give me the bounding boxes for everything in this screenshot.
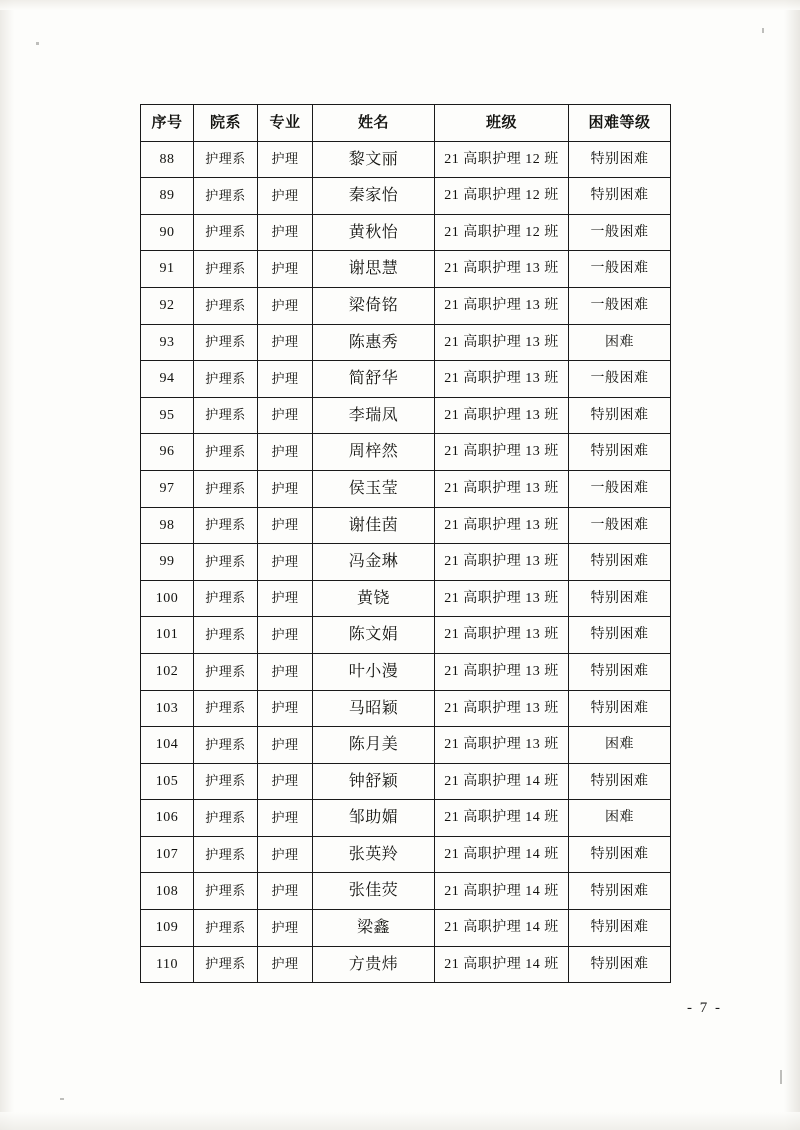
cell-difficulty-level: 一般困难	[569, 470, 671, 507]
cell-index: 110	[141, 946, 194, 983]
cell-major: 护理	[258, 544, 313, 581]
cell-major: 护理	[258, 690, 313, 727]
cell-department: 护理系	[194, 800, 258, 837]
cell-name: 谢佳茵	[313, 507, 435, 544]
cell-difficulty-level: 困难	[569, 727, 671, 764]
cell-name: 冯金琳	[313, 544, 435, 581]
cell-department: 护理系	[194, 544, 258, 581]
scan-edge-top	[0, 0, 800, 10]
cell-major: 护理	[258, 324, 313, 361]
cell-major: 护理	[258, 470, 313, 507]
cell-name: 黎文丽	[313, 141, 435, 178]
cell-name: 叶小漫	[313, 653, 435, 690]
cell-difficulty-level: 特别困难	[569, 836, 671, 873]
cell-index: 105	[141, 763, 194, 800]
cell-name: 黄铙	[313, 580, 435, 617]
table-row	[141, 836, 671, 873]
cell-department: 护理系	[194, 617, 258, 654]
cell-name: 钟舒颖	[313, 763, 435, 800]
cell-department: 护理系	[194, 580, 258, 617]
cell-department: 护理系	[194, 910, 258, 947]
cell-department: 护理系	[194, 946, 258, 983]
cell-difficulty-level: 一般困难	[569, 287, 671, 324]
cell-name: 谢思慧	[313, 251, 435, 288]
table-row	[141, 763, 671, 800]
cell-name: 陈文娟	[313, 617, 435, 654]
cell-department: 护理系	[194, 653, 258, 690]
cell-index: 99	[141, 544, 194, 581]
cell-class: 21 高职护理 14 班	[435, 946, 569, 983]
cell-class: 21 高职护理 12 班	[435, 141, 569, 178]
table-row	[141, 873, 671, 910]
column-header-major: 专业	[258, 105, 313, 142]
scan-speck	[36, 42, 39, 45]
cell-major: 护理	[258, 251, 313, 288]
cell-major: 护理	[258, 763, 313, 800]
scan-edge-bottom	[0, 1112, 800, 1130]
cell-major: 护理	[258, 287, 313, 324]
cell-index: 96	[141, 434, 194, 471]
cell-major: 护理	[258, 141, 313, 178]
cell-index: 108	[141, 873, 194, 910]
table-row	[141, 727, 671, 764]
cell-index: 107	[141, 836, 194, 873]
cell-class: 21 高职护理 13 班	[435, 287, 569, 324]
cell-index: 103	[141, 690, 194, 727]
cell-name: 邹助媚	[313, 800, 435, 837]
cell-major: 护理	[258, 434, 313, 471]
scan-edge-left	[0, 0, 14, 1130]
cell-department: 护理系	[194, 690, 258, 727]
cell-difficulty-level: 困难	[569, 800, 671, 837]
page-number: - 7 -	[687, 1000, 722, 1016]
cell-difficulty-level: 困难	[569, 324, 671, 361]
cell-index: 106	[141, 800, 194, 837]
cell-difficulty-level: 一般困难	[569, 507, 671, 544]
table-row	[141, 690, 671, 727]
cell-department: 护理系	[194, 141, 258, 178]
cell-class: 21 高职护理 13 班	[435, 361, 569, 398]
cell-name: 张佳荧	[313, 873, 435, 910]
cell-major: 护理	[258, 397, 313, 434]
table-row	[141, 434, 671, 471]
table-row	[141, 470, 671, 507]
cell-department: 护理系	[194, 727, 258, 764]
column-header-index: 序号	[141, 105, 194, 142]
cell-index: 94	[141, 361, 194, 398]
cell-index: 89	[141, 178, 194, 215]
cell-class: 21 高职护理 13 班	[435, 507, 569, 544]
table-row	[141, 397, 671, 434]
cell-class: 21 高职护理 14 班	[435, 800, 569, 837]
cell-index: 91	[141, 251, 194, 288]
cell-name: 陈惠秀	[313, 324, 435, 361]
table-row	[141, 324, 671, 361]
student-roster-table-container	[140, 104, 670, 983]
cell-department: 护理系	[194, 470, 258, 507]
cell-difficulty-level: 特别困难	[569, 434, 671, 471]
table-row	[141, 251, 671, 288]
cell-class: 21 高职护理 14 班	[435, 910, 569, 947]
cell-class: 21 高职护理 13 班	[435, 470, 569, 507]
cell-major: 护理	[258, 800, 313, 837]
column-header-name: 姓名	[313, 105, 435, 142]
cell-class: 21 高职护理 12 班	[435, 214, 569, 251]
table-row	[141, 361, 671, 398]
cell-department: 护理系	[194, 287, 258, 324]
cell-name: 秦家怡	[313, 178, 435, 215]
cell-department: 护理系	[194, 507, 258, 544]
cell-major: 护理	[258, 361, 313, 398]
cell-difficulty-level: 特别困难	[569, 544, 671, 581]
cell-name: 周梓然	[313, 434, 435, 471]
cell-major: 护理	[258, 214, 313, 251]
cell-index: 100	[141, 580, 194, 617]
table-row	[141, 544, 671, 581]
cell-name: 梁倚铭	[313, 287, 435, 324]
cell-department: 护理系	[194, 434, 258, 471]
scan-edge-right	[784, 0, 800, 1130]
cell-department: 护理系	[194, 397, 258, 434]
cell-class: 21 高职护理 13 班	[435, 617, 569, 654]
column-header-department: 院系	[194, 105, 258, 142]
table-row	[141, 653, 671, 690]
cell-department: 护理系	[194, 214, 258, 251]
cell-class: 21 高职护理 13 班	[435, 324, 569, 361]
table-row	[141, 946, 671, 983]
cell-index: 90	[141, 214, 194, 251]
cell-difficulty-level: 一般困难	[569, 361, 671, 398]
cell-major: 护理	[258, 178, 313, 215]
cell-difficulty-level: 特别困难	[569, 141, 671, 178]
scan-speck	[762, 28, 764, 33]
table-row	[141, 287, 671, 324]
cell-index: 97	[141, 470, 194, 507]
cell-name: 张英羚	[313, 836, 435, 873]
cell-major: 护理	[258, 910, 313, 947]
cell-major: 护理	[258, 653, 313, 690]
scan-speck	[780, 1070, 782, 1084]
cell-department: 护理系	[194, 178, 258, 215]
table-row	[141, 214, 671, 251]
cell-class: 21 高职护理 13 班	[435, 397, 569, 434]
table-header-row	[141, 105, 671, 142]
cell-department: 护理系	[194, 763, 258, 800]
cell-department: 护理系	[194, 361, 258, 398]
cell-class: 21 高职护理 13 班	[435, 544, 569, 581]
cell-class: 21 高职护理 13 班	[435, 580, 569, 617]
cell-name: 李瑞凤	[313, 397, 435, 434]
cell-major: 护理	[258, 617, 313, 654]
scan-speck	[60, 1098, 64, 1100]
cell-name: 陈月美	[313, 727, 435, 764]
cell-major: 护理	[258, 507, 313, 544]
cell-index: 95	[141, 397, 194, 434]
cell-department: 护理系	[194, 251, 258, 288]
cell-difficulty-level: 特别困难	[569, 910, 671, 947]
cell-major: 护理	[258, 873, 313, 910]
table-row	[141, 141, 671, 178]
cell-difficulty-level: 特别困难	[569, 653, 671, 690]
cell-class: 21 高职护理 13 班	[435, 653, 569, 690]
cell-difficulty-level: 特别困难	[569, 178, 671, 215]
table-row	[141, 507, 671, 544]
table-row	[141, 580, 671, 617]
table-row	[141, 800, 671, 837]
cell-name: 梁鑫	[313, 910, 435, 947]
cell-name: 简舒华	[313, 361, 435, 398]
cell-department: 护理系	[194, 836, 258, 873]
cell-name: 马昭颖	[313, 690, 435, 727]
cell-index: 88	[141, 141, 194, 178]
cell-difficulty-level: 特别困难	[569, 946, 671, 983]
cell-major: 护理	[258, 946, 313, 983]
cell-class: 21 高职护理 12 班	[435, 178, 569, 215]
cell-difficulty-level: 特别困难	[569, 763, 671, 800]
cell-difficulty-level: 特别困难	[569, 397, 671, 434]
cell-department: 护理系	[194, 324, 258, 361]
cell-index: 93	[141, 324, 194, 361]
table-row	[141, 617, 671, 654]
cell-major: 护理	[258, 580, 313, 617]
cell-name: 侯玉莹	[313, 470, 435, 507]
cell-department: 护理系	[194, 873, 258, 910]
cell-difficulty-level: 特别困难	[569, 690, 671, 727]
table-body	[141, 141, 671, 983]
cell-class: 21 高职护理 13 班	[435, 690, 569, 727]
column-header-class: 班级	[435, 105, 569, 142]
cell-class: 21 高职护理 14 班	[435, 836, 569, 873]
cell-name: 方贵炜	[313, 946, 435, 983]
cell-index: 101	[141, 617, 194, 654]
cell-major: 护理	[258, 836, 313, 873]
cell-difficulty-level: 特别困难	[569, 580, 671, 617]
table-row	[141, 910, 671, 947]
cell-major: 护理	[258, 727, 313, 764]
cell-index: 98	[141, 507, 194, 544]
table-row	[141, 178, 671, 215]
cell-difficulty-level: 特别困难	[569, 617, 671, 654]
cell-difficulty-level: 一般困难	[569, 214, 671, 251]
cell-class: 21 高职护理 14 班	[435, 763, 569, 800]
cell-index: 102	[141, 653, 194, 690]
cell-class: 21 高职护理 13 班	[435, 727, 569, 764]
column-header-difficulty-level: 困难等级	[569, 105, 671, 142]
cell-index: 104	[141, 727, 194, 764]
cell-name: 黄秋怡	[313, 214, 435, 251]
cell-difficulty-level: 一般困难	[569, 251, 671, 288]
cell-index: 92	[141, 287, 194, 324]
cell-class: 21 高职护理 13 班	[435, 434, 569, 471]
student-roster-table	[140, 104, 671, 983]
cell-class: 21 高职护理 13 班	[435, 251, 569, 288]
cell-index: 109	[141, 910, 194, 947]
cell-difficulty-level: 特别困难	[569, 873, 671, 910]
cell-class: 21 高职护理 14 班	[435, 873, 569, 910]
